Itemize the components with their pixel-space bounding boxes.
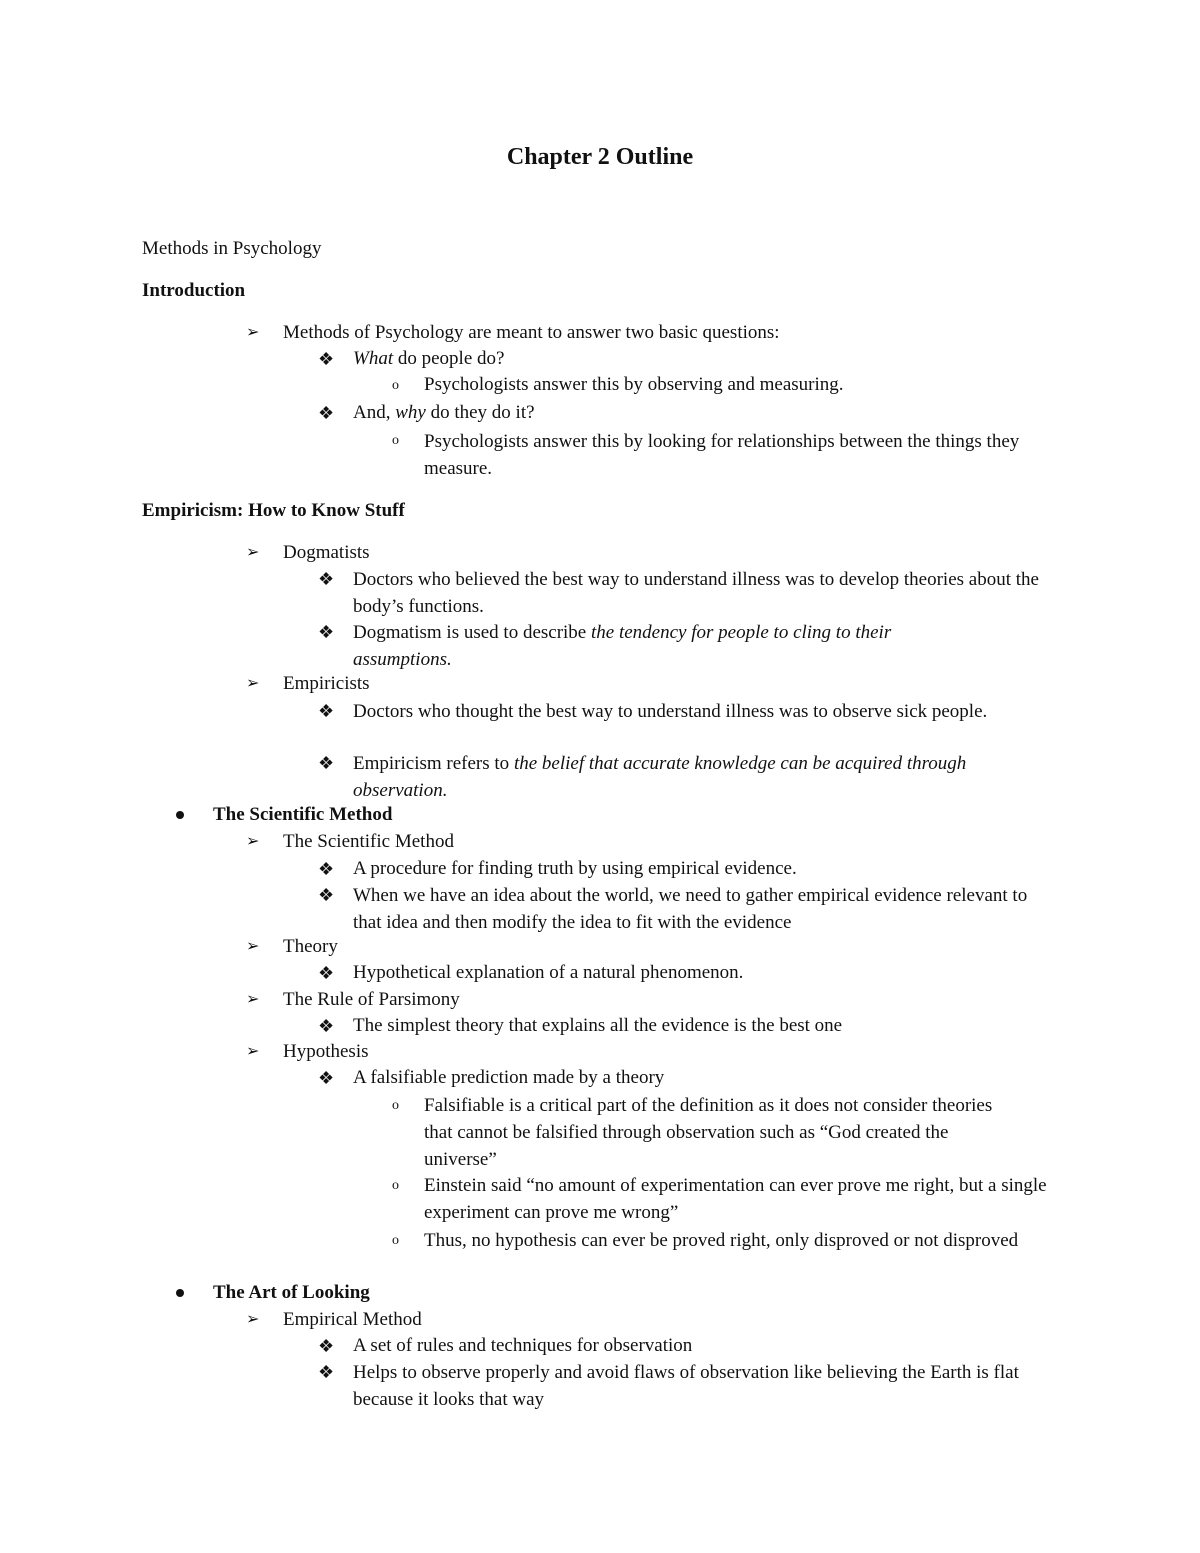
hypothesis-conclusion: Thus, no hypothesis can ever be proved right, only disproved or not disproved: [424, 1230, 1019, 1251]
circle-bullet-icon: o: [392, 1098, 399, 1113]
empirical-method-definition: A set of rules and techniques for observation: [353, 1335, 693, 1356]
dogmatists-definition: Doctors who believed the best way to understand illness was to develop theories about the body’s functions.: [353, 569, 1039, 617]
hypothesis-definition: A falsifiable prediction made by a theory: [353, 1067, 665, 1088]
empiricism-definition: Empiricism refers to the belief that accurate knowledge can be acquired through observation.: [353, 753, 967, 801]
diamond-bullet-icon: ❖: [318, 885, 335, 905]
hypothesis-label: Hypothesis: [283, 1041, 369, 1062]
arrow-bullet-icon: ➢: [246, 1311, 260, 1328]
arrow-bullet-icon: ➢: [246, 938, 260, 955]
circle-bullet-icon: o: [392, 1178, 399, 1193]
hypothesis-falsifiable: Falsifiable is a critical part of the definition as it does not consider theories that cannot be falsified through observation such as “God created the universe”: [424, 1095, 993, 1170]
arrow-bullet-icon: ➢: [246, 991, 260, 1008]
page-title: Chapter 2 Outline: [506, 144, 694, 170]
scientific-method-label: The Scientific Method: [283, 831, 454, 852]
art-of-looking-heading: The Art of Looking: [213, 1282, 370, 1303]
dogmatism-definition: Dogmatism is used to describe the tendency for people to cling to their assumptions.: [353, 622, 892, 670]
parsimony-label: The Rule of Parsimony: [283, 989, 460, 1010]
arrow-bullet-icon: ➢: [246, 1043, 260, 1060]
intro-question-what: What do people do?: [353, 348, 505, 369]
scientific-method-detail: When we have an idea about the world, we need to gather empirical evidence relevant to that idea and then modify the idea to fit with the evidence: [353, 885, 1028, 933]
round-bullet-icon: [176, 1289, 184, 1297]
diamond-bullet-icon: ❖: [318, 1362, 335, 1382]
subtitle: Methods in Psychology: [142, 238, 322, 259]
diamond-bullet-icon: ❖: [318, 963, 335, 983]
empiricists-label: Empiricists: [283, 673, 370, 694]
diamond-bullet-icon: ❖: [318, 622, 335, 642]
empiricists-definition: Doctors who thought the best way to understand illness was to observe sick people.: [353, 701, 988, 722]
diamond-bullet-icon: ❖: [318, 753, 335, 773]
diamond-bullet-icon: ❖: [318, 1336, 335, 1356]
theory-label: Theory: [283, 936, 338, 957]
diamond-bullet-icon: ❖: [318, 349, 335, 369]
diamond-bullet-icon: ❖: [318, 1016, 335, 1036]
dogmatists-label: Dogmatists: [283, 542, 370, 563]
arrow-bullet-icon: ➢: [246, 544, 260, 561]
diamond-bullet-icon: ❖: [318, 403, 335, 423]
theory-definition: Hypothetical explanation of a natural phenomenon.: [353, 962, 744, 983]
arrow-bullet-icon: ➢: [246, 833, 260, 850]
scientific-method-heading: The Scientific Method: [213, 804, 393, 825]
circle-bullet-icon: o: [392, 1233, 399, 1248]
empirical-method-label: Empirical Method: [283, 1309, 422, 1330]
intro-heading: Introduction: [142, 280, 246, 301]
parsimony-definition: The simplest theory that explains all the evidence is the best one: [353, 1015, 843, 1036]
circle-bullet-icon: o: [392, 378, 399, 393]
empirical-method-detail: Helps to observe properly and avoid flaws of observation like believing the Earth is flat because it looks that way: [353, 1362, 1019, 1410]
intro-answer-why: Psychologists answer this by looking for relationships between the things they measure.: [424, 431, 1020, 479]
intro-answer-what: Psychologists answer this by observing and measuring.: [424, 374, 844, 395]
diamond-bullet-icon: ❖: [318, 1068, 335, 1088]
arrow-bullet-icon: ➢: [246, 324, 260, 341]
diamond-bullet-icon: ❖: [318, 701, 335, 721]
scientific-method-definition: A procedure for finding truth by using empirical evidence.: [353, 858, 797, 879]
empiricism-heading: Empiricism: How to Know Stuff: [142, 500, 405, 521]
hypothesis-einstein-quote: Einstein said “no amount of experimentation can ever prove me right, but a single experiment can prove me wrong”: [424, 1175, 1047, 1223]
intro-item: Methods of Psychology are meant to answer two basic questions:: [283, 322, 780, 343]
diamond-bullet-icon: ❖: [318, 859, 335, 879]
round-bullet-icon: [176, 811, 184, 819]
intro-question-why: And, why do they do it?: [353, 402, 535, 423]
diamond-bullet-icon: ❖: [318, 569, 335, 589]
arrow-bullet-icon: ➢: [246, 675, 260, 692]
circle-bullet-icon: o: [392, 433, 399, 448]
